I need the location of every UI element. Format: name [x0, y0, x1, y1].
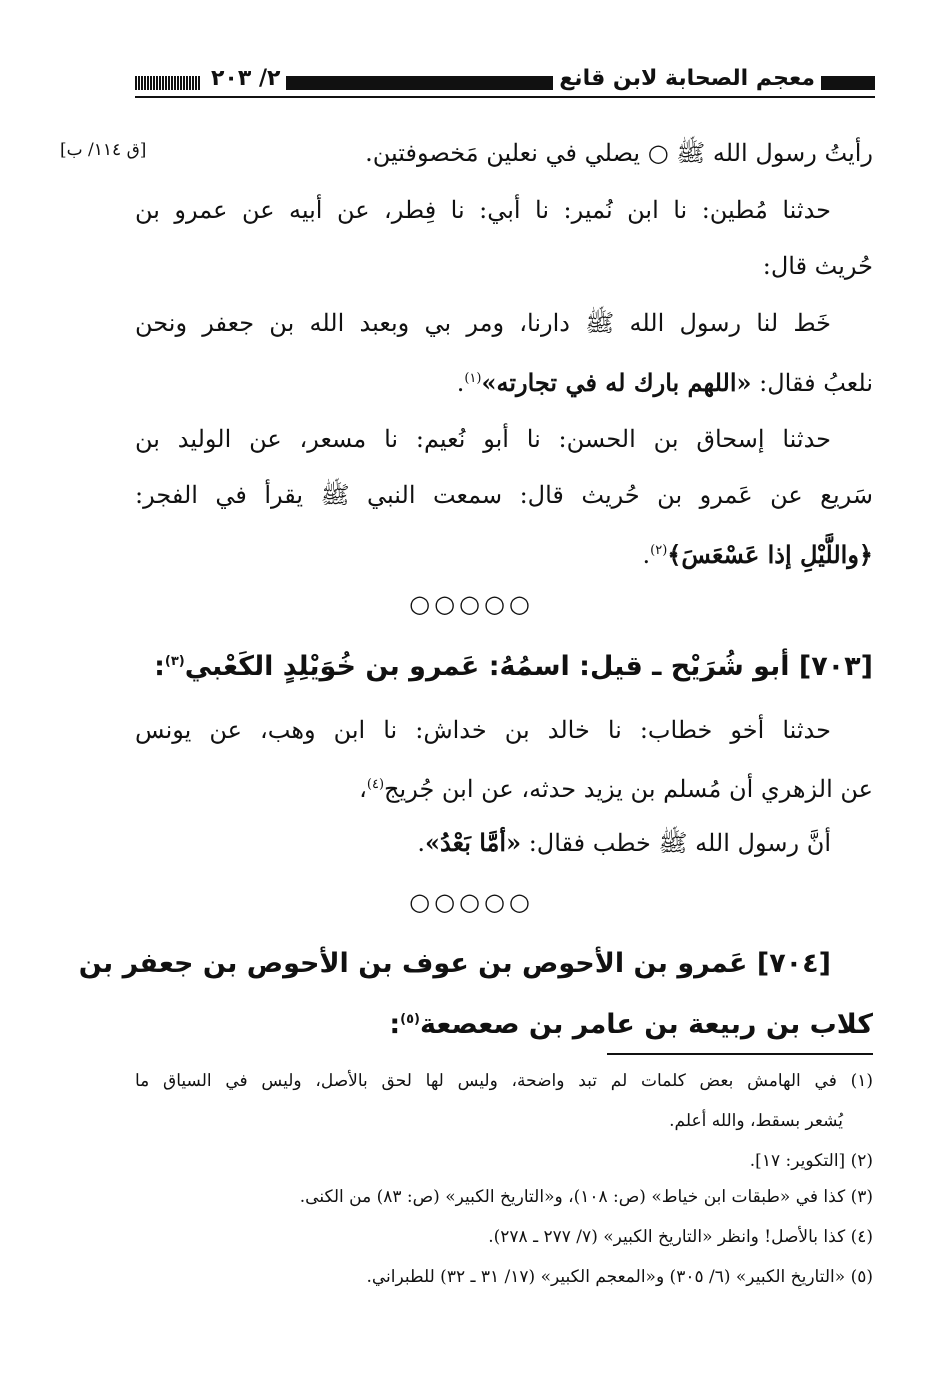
hadith-quote: «اللهم بارك له في تجارته» [481, 368, 752, 397]
text-line [135, 362, 873, 400]
hadith-quote: «أمَّا بَعْدُ» [425, 828, 522, 857]
header-rule [135, 96, 875, 98]
header-title: معجم الصحابة لابن قانع [553, 66, 821, 91]
footnote-1: (١) في الهامش بعض كلمات لم تبد واضحة، وليس لها لحق بالأصل، وليس في السياق ما [135, 1071, 874, 1091]
text-line: حدثنا إسحاق بن الحسن: نا أبو نُعيم: نا مسعر، عن الوليد بن [135, 425, 831, 453]
heading-text: [٧٠٣] أبو شُرَيْح ـ قيل: اسمُهُ: عَمرو بن خُوَيْلِدٍ الكَعْبي [184, 651, 873, 682]
entry-heading-704: [٧٠٤] عَمرو بن الأحوص بن عوف بن الأحوص بن جعفر بن [78, 948, 831, 979]
text-line: رأيتُ رسول الله ﷺ ○ يصلي في نعلين مَخصوفتين. [365, 139, 873, 167]
header-bar-right [821, 76, 875, 90]
heading-text: : [154, 651, 165, 682]
footnote-marker: (٢) [650, 543, 668, 558]
header-bar-left [135, 76, 201, 90]
text-run: ، [359, 775, 367, 803]
entry-heading-703 [135, 642, 873, 687]
text-line: حُريث قال: [762, 252, 873, 280]
text-line: حدثنا أخو خطاب: نا خالد بن خداش: نا ابن وهب، عن يونس [135, 716, 831, 744]
text-run: عن الزهري أن مُسلم بن يزيد حدثه، عن ابن جُريج [384, 775, 873, 803]
footnote-marker: (٥) [400, 1012, 420, 1027]
entry-heading-704-cont [135, 1000, 873, 1045]
quran-quote: ﴿واللَّيْلِ إذا عَسْعَسَ﴾ [667, 540, 873, 569]
text-run: أنَّ رسول الله ﷺ خطب فقال: [521, 829, 831, 857]
footnote-2: (٢) [التكوير: ١٧]. [749, 1151, 873, 1171]
text-line: سَريع عن عَمرو بن حُريث قال: سمعت النبي ﷺ يقرأ في الفجر: [135, 481, 873, 509]
footnote-3: (٣) كذا في «طبقات ابن خياط» (ص: ١٠٨)، و«التاريخ الكبير» (ص: ٨٣) من الكنى. [299, 1187, 873, 1207]
footnote-rule [607, 1053, 873, 1055]
section-separator: ○○○○○ [409, 590, 534, 618]
section-separator: ○○○○○ [409, 888, 534, 916]
text-run: . [642, 541, 651, 569]
footnote-1-cont: يُشعر بسقط، والله أعلم. [669, 1111, 843, 1131]
text-run: نلعبُ فقال: [751, 369, 873, 397]
text-line [135, 826, 831, 860]
footnote-marker: (٤) [366, 777, 385, 792]
footnote-5: (٥) «التاريخ الكبير» (٦/ ٣٠٥) و«المعجم الكبير» (١٧/ ٣١ ـ ٣٢) للطبراني. [366, 1267, 873, 1287]
heading-text: كلاب بن ربيعة بن عامر بن صعصعة [419, 1009, 873, 1040]
heading-text: : [389, 1009, 401, 1040]
footnote-marker: (٣) [164, 654, 185, 669]
text-run: . [417, 829, 426, 857]
footnote-4: (٤) كذا بالأصل! وانظر «التاريخ الكبير» (٧/ ٢٧٧ ـ ٢٧٨). [488, 1227, 873, 1247]
text-line: حدثنا مُطين: نا ابن نُمير: نا أبي: نا فِطر، عن أبيه عن عمرو بن [135, 196, 831, 224]
text-line: خَط لنا رسول الله ﷺ دارنا، ومر بي وبعبد الله بن جعفر ونحن [135, 309, 831, 337]
running-header [135, 64, 875, 100]
page-number: ٢/ ٢٠٣ [205, 66, 286, 91]
text-run: . [456, 369, 465, 397]
text-line [135, 534, 873, 572]
footnote-marker: (١) [464, 371, 482, 386]
margin-reference: [ق ١١٤/ ب] [60, 140, 147, 160]
text-line [135, 768, 873, 806]
